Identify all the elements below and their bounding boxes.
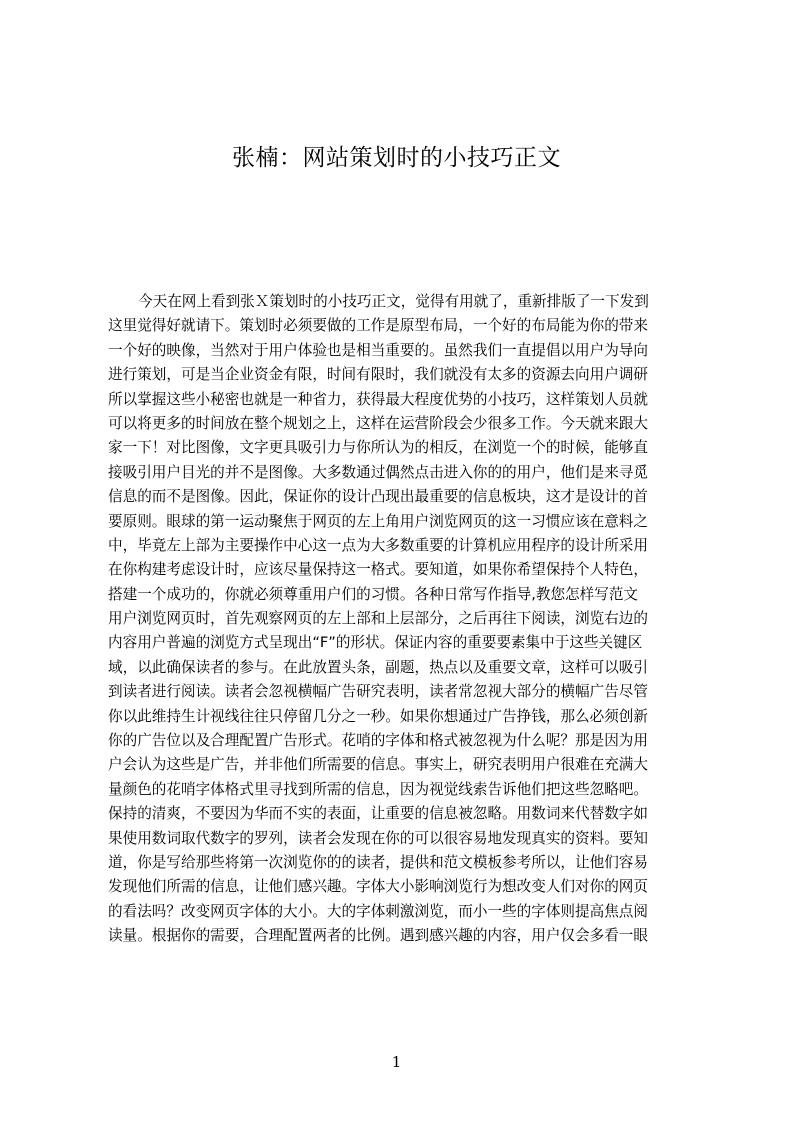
text-line: 中，毕竟左上部为主要操作中心这一点为大多数重要的计算机应用程序的设计所采用 bbox=[108, 536, 648, 554]
text-line: 域，以此确保读者的参与。在此放置头条，副题，热点以及重要文章，这样可以吸引 bbox=[108, 658, 648, 676]
text-line: 这里觉得好就请下。策划时必须要做的工作是原型布局，一个好的布局能为你的带来 bbox=[108, 317, 648, 335]
text-line: 内容用户普遍的浏览方式呈现出“F”的形状。保证内容的重要要素集中于这些关键区 bbox=[108, 634, 643, 652]
text-line: 发现他们所需的信息，让他们感兴趣。字体大小影响浏览行为想改变人们对你的网页 bbox=[108, 878, 648, 896]
text-line: 家一下！对比图像，文字更具吸引力与你所认为的相反，在浏览一个的时候，能够直 bbox=[108, 439, 648, 457]
text-line: 在你构建考虑设计时，应该尽量保持这一格式。要知道，如果你希望保持个人特色， bbox=[108, 561, 648, 579]
text-line: 一个好的映像，当然对于用户体验也是相当重要的。虽然我们一直提倡以用户为导向 bbox=[108, 341, 648, 359]
text-line: 可以将更多的时间放在整个规划之上，这样在运营阶段会少很多工作。今天就来跟大 bbox=[108, 414, 648, 432]
text-line: 读量。根据你的需要，合理配置两者的比例。遇到感兴趣的内容，用户仅会多看一眼 bbox=[108, 927, 648, 945]
text-line: 用户浏览网页时，首先观察网页的左上部和上层部分，之后再往下阅读，浏览右边的 bbox=[108, 610, 648, 628]
text-line: 量颜色的花哨字体格式里寻找到所需的信息，因为视觉线索告诉他们把这些忽略吧。 bbox=[108, 780, 648, 798]
text-line: 你的广告位以及合理配置广告形式。花哨的字体和格式被忽视为什么呢？那是因为用 bbox=[108, 732, 648, 750]
text-line: 果使用数词取代数字的罗列，读者会发现在你的可以很容易地发现真实的资料。要知 bbox=[108, 829, 648, 847]
document-title: 张楠：网站策划时的小技巧正文 bbox=[232, 145, 561, 171]
text-line: 要原则。眼球的第一运动聚焦于网页的左上角用户浏览网页的这一习惯应该在意料之 bbox=[108, 512, 648, 530]
page-number: 1 bbox=[391, 1053, 402, 1071]
text-line: 今天在网上看到张Ｘ策划时的小技巧正文，觉得有用就了，重新排版了一下发到 bbox=[138, 293, 649, 310]
text-line: 搭建一个成功的，你就必须尊重用户们的习惯。各种日常写作指导,教您怎样写范文 bbox=[108, 585, 639, 603]
text-line: 道，你是写给那些将第一次浏览你的的读者，提供和范文模板参考所以，让他们容易 bbox=[108, 853, 648, 871]
text-line: 到读者进行阅读。读者会忽视横幅广告研究表明，读者常忽视大部分的横幅广告尽管 bbox=[108, 683, 648, 701]
body-text bbox=[108, 290, 698, 949]
text-line: 进行策划，可是当企业资金有限，时间有限时，我们就没有太多的资源去向用户调研 bbox=[108, 366, 648, 384]
text-line: 你以此维持生计视线往往只停留几分之一秒。如果你想通过广告挣钱，那么必须创新 bbox=[108, 707, 648, 725]
text-line: 所以掌握这些小秘密也就是一种省力，获得最大程度优势的小技巧，这样策划人员就 bbox=[108, 390, 648, 408]
text-line: 信息的而不是图像。因此，保证你的设计凸现出最重要的信息板块，这才是设计的首 bbox=[108, 488, 648, 506]
text-line: 接吸引用户目光的并不是图像。大多数通过偶然点击进入你的的用户，他们是来寻觅 bbox=[108, 463, 648, 481]
text-line: 户会认为这些是广告，并非他们所需要的信息。事实上，研究表明用户很难在充满大 bbox=[108, 756, 648, 774]
text-line: 的看法吗？改变网页字体的大小。大的字体刺激浏览，而小一些的字体则提高焦点阅 bbox=[108, 902, 648, 920]
text-line: 保持的清爽，不要因为华而不实的表面，让重要的信息被忽略。用数词来代替数字如 bbox=[108, 805, 648, 823]
